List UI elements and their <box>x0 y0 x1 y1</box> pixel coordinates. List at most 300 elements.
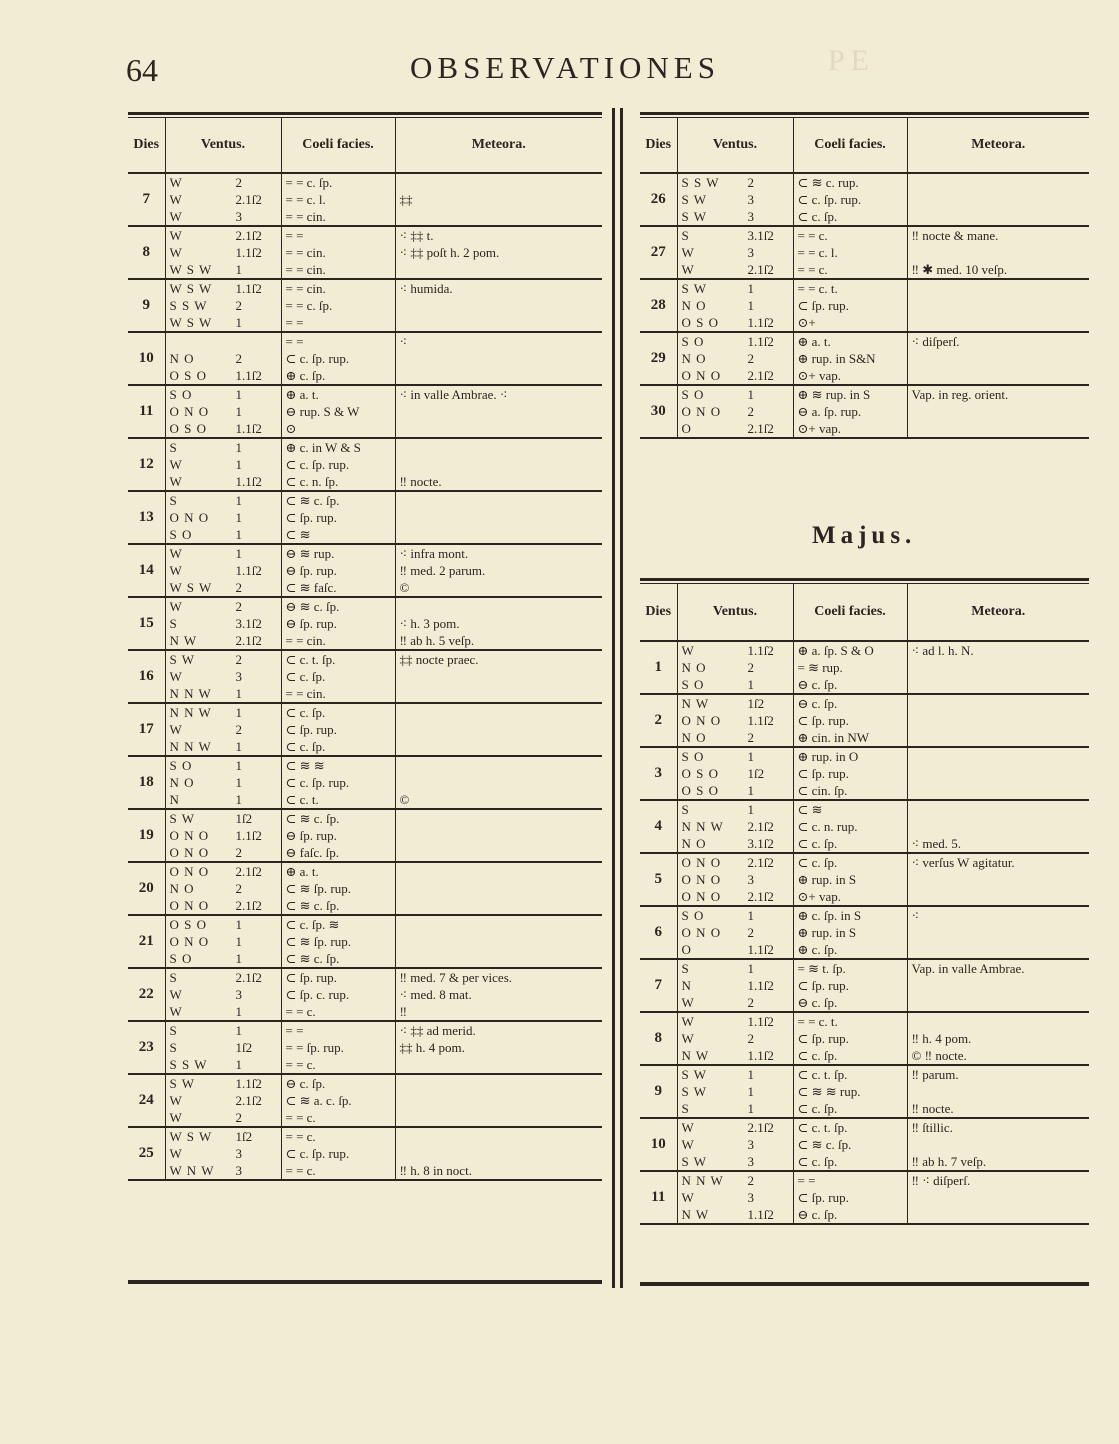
meteor-line <box>908 1013 1090 1030</box>
wind-force: 1 <box>235 315 242 330</box>
wind-direction: W <box>681 1137 695 1152</box>
meteor-cell <box>907 279 1089 332</box>
may-section <box>640 578 1089 1225</box>
wind-force: 1.1ſ2 <box>235 474 262 489</box>
meteor-line <box>396 880 603 897</box>
meteor-line: ⁖ humida. <box>399 281 453 296</box>
meteor-cell <box>907 332 1089 385</box>
day-number: 24 <box>128 1074 165 1127</box>
meteor-line <box>396 420 603 437</box>
sky-cell <box>281 226 395 279</box>
day-number: 23 <box>128 1021 165 1074</box>
sky-line: ⊂ c. ſp. rup. <box>285 1146 350 1161</box>
sky-line: ⊖ ≋ rup. <box>285 546 335 561</box>
sky-line: = = <box>285 228 304 243</box>
meteor-line <box>908 994 1090 1011</box>
wind-force: 1 <box>747 281 754 296</box>
wind-force: 2 <box>235 881 242 896</box>
wind-line <box>166 208 281 225</box>
wind-cell <box>677 1065 793 1118</box>
sky-cell <box>793 853 907 906</box>
wind-force: 3 <box>235 669 242 684</box>
wind-line <box>678 174 793 191</box>
day-number: 13 <box>128 491 165 544</box>
wind-line <box>678 765 793 782</box>
wind-direction: W S W <box>169 1129 213 1144</box>
meteor-line: ⁖ <box>911 908 920 923</box>
meteor-cell <box>395 1127 602 1180</box>
table-row <box>640 853 1089 906</box>
sky-line: ⊂ ſp. rup. <box>797 1190 849 1205</box>
wind-cell <box>677 747 793 800</box>
table-row <box>128 915 602 968</box>
wind-cell <box>165 968 281 1021</box>
wind-cell <box>165 915 281 968</box>
meteor-line <box>908 297 1090 314</box>
wind-force: 1 <box>235 792 242 807</box>
meteor-line: ‼ parum. <box>911 1067 959 1082</box>
wind-direction: S O <box>169 527 193 542</box>
meteor-line <box>396 916 603 933</box>
wind-line <box>678 960 793 977</box>
meteor-cell <box>395 650 602 703</box>
table-row <box>128 703 602 756</box>
day-number: 27 <box>640 226 677 279</box>
wind-force: 2 <box>747 404 754 419</box>
wind-cell <box>677 906 793 959</box>
top-rule <box>128 112 602 115</box>
wind-force: 2 <box>747 351 754 366</box>
wind-direction: W <box>681 995 695 1010</box>
bottom-rule <box>128 1280 602 1284</box>
meteor-line: ⁖ h. 3 pom. <box>399 616 460 631</box>
sky-line: ⊂ c. ſp. <box>285 739 326 754</box>
sky-cell <box>793 1118 907 1171</box>
wind-direction: S O <box>169 951 193 966</box>
meteor-line <box>908 765 1090 782</box>
wind-force: 1.1ſ2 <box>235 281 262 296</box>
wind-direction: O N O <box>169 404 210 419</box>
sky-line: ⊂ c. ſp. ≋ <box>285 917 340 932</box>
sky-cell <box>281 1074 395 1127</box>
wind-line <box>678 659 793 676</box>
sky-cell <box>281 544 395 597</box>
sky-line: ⊂ c. ſp. rup. <box>797 192 862 207</box>
meteor-line: ⁖ ‡‡ t. <box>399 228 434 243</box>
sky-cell <box>281 597 395 650</box>
wind-line <box>678 1153 793 1170</box>
meteor-line <box>908 659 1090 676</box>
wind-direction: W S W <box>169 262 213 277</box>
table-row <box>128 1021 602 1074</box>
wind-line <box>678 695 793 712</box>
wind-direction: N N W <box>681 819 724 834</box>
wind-force: 1 <box>235 1023 242 1038</box>
meteor-line: ‼ ✱ med. 10 veſp. <box>911 262 1008 277</box>
wind-direction: O N O <box>681 368 722 383</box>
meteor-cell <box>395 173 602 226</box>
meteor-line <box>396 456 603 473</box>
wind-direction: W <box>169 669 183 684</box>
wind-line <box>678 801 793 818</box>
wind-line <box>678 854 793 871</box>
meteor-line <box>396 863 603 880</box>
wind-direction: W <box>681 262 695 277</box>
wind-cell <box>165 1021 281 1074</box>
wind-line <box>678 403 793 420</box>
sky-line: ⊕ a. ſp. S & O <box>797 643 874 658</box>
sky-cell <box>281 438 395 491</box>
sky-line: ⊕ c. ſp. <box>797 942 838 957</box>
top-rule <box>640 112 1089 115</box>
sky-line: = = c. ſp. <box>285 298 333 313</box>
meteor-line <box>908 1083 1090 1100</box>
sky-cell <box>281 809 395 862</box>
wind-force: 2 <box>747 995 754 1010</box>
wind-force: 2.1ſ2 <box>747 421 774 436</box>
sky-cell <box>793 906 907 959</box>
meteor-cell <box>395 332 602 385</box>
meteor-line <box>396 367 603 384</box>
wind-line <box>166 579 281 596</box>
sky-cell <box>281 385 395 438</box>
table-row <box>128 438 602 491</box>
meteor-cell <box>907 641 1089 694</box>
wind-line <box>166 897 281 914</box>
wind-force: 1.1ſ2 <box>747 334 774 349</box>
meteor-cell <box>395 1074 602 1127</box>
day-number: 8 <box>128 226 165 279</box>
sky-cell <box>793 173 907 226</box>
wind-force: 2.1ſ2 <box>747 368 774 383</box>
meteor-cell <box>907 1171 1089 1224</box>
wind-line <box>166 1162 281 1179</box>
wind-direction: S S W <box>169 298 208 313</box>
wind-line <box>166 615 281 632</box>
wind-line <box>678 1013 793 1030</box>
meteor-cell <box>395 756 602 809</box>
wind-line <box>166 863 281 880</box>
wind-direction: S <box>681 228 690 243</box>
meteor-line: Vap. in valle Ambrae. <box>911 961 1025 976</box>
sky-line: ⊖ c. ſp. <box>797 995 838 1010</box>
meteor-line <box>396 950 603 967</box>
sky-cell <box>281 491 395 544</box>
wind-direction: N O <box>681 730 707 745</box>
wind-cell <box>165 226 281 279</box>
wind-line <box>678 642 793 659</box>
wind-force: 1ſ2 <box>747 766 765 781</box>
wind-line <box>166 704 281 721</box>
sky-line: = ≋ t. ſp. <box>797 961 846 976</box>
meteor-cell <box>395 279 602 332</box>
wind-cell <box>677 800 793 853</box>
wind-line <box>678 208 793 225</box>
wind-cell <box>165 1127 281 1180</box>
meteor-line <box>396 1128 603 1145</box>
meteor-line <box>396 208 603 225</box>
wind-line <box>678 1030 793 1047</box>
wind-force: 1 <box>747 298 754 313</box>
wind-force: 2 <box>235 1110 242 1125</box>
wind-line <box>166 774 281 791</box>
wind-force: 1.1ſ2 <box>747 942 774 957</box>
meteor-line: ⁖ diſperſ. <box>911 334 960 349</box>
wind-force: 1.1ſ2 <box>747 713 774 728</box>
meteor-line: ‼ ⁖ diſperſ. <box>911 1173 971 1188</box>
day-number: 28 <box>640 279 677 332</box>
wind-direction: N N W <box>681 1173 724 1188</box>
sky-line: = = c. l. <box>285 192 326 207</box>
wind-direction: S O <box>681 749 705 764</box>
table-row <box>128 544 602 597</box>
sky-line: = = c. l. <box>797 245 838 260</box>
sky-line: ⊂ ≋ c. ſp. <box>285 951 340 966</box>
wind-cell <box>165 279 281 332</box>
wind-cell <box>165 650 281 703</box>
meteor-line: ‡‡ h. 4 pom. <box>399 1040 465 1055</box>
sky-line: ⊖ c. ſp. <box>797 1207 838 1222</box>
wind-direction: S <box>681 1101 690 1116</box>
sky-line: ⊂ c. ſp. <box>797 1154 838 1169</box>
sky-line: ⊂ ≋ <box>797 802 823 817</box>
sky-line: = = cin. <box>285 686 326 701</box>
sky-line: ⊖ ſp. rup. <box>285 828 337 843</box>
wind-force: 1.1ſ2 <box>235 245 262 260</box>
wind-force: 2.1ſ2 <box>235 898 262 913</box>
sky-line: ⊕ rup. in S&N <box>797 351 876 366</box>
wind-line <box>166 969 281 986</box>
wind-force: 1 <box>235 951 242 966</box>
wind-line <box>166 668 281 685</box>
wind-force: 1 <box>235 527 242 542</box>
sky-line: = = c. t. <box>797 1014 838 1029</box>
wind-force: 1 <box>235 457 242 472</box>
wind-direction: S <box>169 440 178 455</box>
meteor-line <box>396 1092 603 1109</box>
wind-force: 2 <box>747 925 754 940</box>
day-number: 30 <box>640 385 677 438</box>
wind-line <box>166 1075 281 1092</box>
day-number: 2 <box>640 694 677 747</box>
day-number: 18 <box>128 756 165 809</box>
sky-line: ⊂ ≋ ≋ <box>285 758 325 773</box>
wind-line <box>678 1206 793 1223</box>
show-through-text: PE <box>828 44 876 77</box>
wind-force: 1ſ2 <box>235 1129 253 1144</box>
wind-force: 2.1ſ2 <box>747 889 774 904</box>
meteor-line <box>908 676 1090 693</box>
sky-line: = = c. <box>285 1110 316 1125</box>
wind-force: 1 <box>235 440 242 455</box>
wind-direction: N <box>169 792 180 807</box>
meteor-cell <box>907 1012 1089 1065</box>
wind-force: 1.1ſ2 <box>235 828 262 843</box>
running-title: OBSERVATIONES <box>410 50 720 85</box>
header-meteor: Meteora. <box>907 584 1089 641</box>
sky-line: ⊂ c. ſp. <box>797 209 838 224</box>
sky-line: = = c. <box>285 1129 316 1144</box>
table-row <box>640 385 1089 438</box>
wind-line <box>678 420 793 437</box>
wind-line <box>166 403 281 420</box>
day-number: 21 <box>128 915 165 968</box>
meteor-line: ⁖ in valle Ambrae. ⁖ <box>399 387 508 402</box>
sky-cell <box>793 332 907 385</box>
meteor-line: ‼ nocte & mane. <box>911 228 999 243</box>
wind-direction: O N O <box>169 898 210 913</box>
header-row <box>128 118 602 173</box>
wind-force: 1 <box>747 961 754 976</box>
sky-line: ⊂ ſp. rup. <box>285 510 337 525</box>
wind-force: 3.1ſ2 <box>235 616 262 631</box>
sky-line: ⊕ cin. in NW <box>797 730 870 745</box>
meteor-line <box>908 871 1090 888</box>
wind-direction: S W <box>681 1067 708 1082</box>
sky-cell <box>793 1065 907 1118</box>
meteor-line <box>396 492 603 509</box>
wind-direction: S W <box>681 209 708 224</box>
wind-cell <box>677 279 793 332</box>
wind-force: 1 <box>747 783 754 798</box>
sky-line: ⊖ rup. S & W <box>285 404 360 419</box>
sky-line: ⊖ ſp. rup. <box>285 616 337 631</box>
meteor-line <box>396 827 603 844</box>
sky-line: ⊕ a. t. <box>797 334 831 349</box>
wind-force: 2.1ſ2 <box>747 262 774 277</box>
sky-line: ⊕ rup. in S <box>797 872 857 887</box>
wind-line <box>678 261 793 278</box>
sky-line: ⊙+ vap. <box>797 421 841 436</box>
meteor-line: ⁖ ‡‡ poſt h. 2 pom. <box>399 245 500 260</box>
wind-cell <box>677 1012 793 1065</box>
wind-line <box>166 174 281 191</box>
wind-force: 1 <box>235 934 242 949</box>
wind-line <box>166 367 281 384</box>
sky-line: ⊂ ſp. rup. <box>797 766 849 781</box>
wind-line <box>166 1109 281 1126</box>
wind-direction: O N O <box>169 510 210 525</box>
day-number: 20 <box>128 862 165 915</box>
wind-direction: O N O <box>681 855 722 870</box>
wind-line <box>678 333 793 350</box>
wind-force: 1.1ſ2 <box>747 1207 774 1222</box>
meteor-cell <box>907 1118 1089 1171</box>
wind-direction: S O <box>681 908 705 923</box>
wind-direction: O N O <box>169 864 210 879</box>
wind-force: 3 <box>747 1190 754 1205</box>
wind-direction: W <box>681 1031 695 1046</box>
sky-line: = = c. <box>285 1004 316 1019</box>
meteor-line <box>396 174 603 191</box>
wind-force: 2.1ſ2 <box>235 633 262 648</box>
wind-direction: S S W <box>681 175 720 190</box>
table-row <box>128 279 602 332</box>
wind-line <box>166 1145 281 1162</box>
wind-force: 2 <box>235 599 242 614</box>
sky-cell <box>281 756 395 809</box>
sky-line: ⊂ c. t. ſp. <box>797 1067 848 1082</box>
wind-force: 2 <box>747 175 754 190</box>
meteor-line: ‡‡ nocte praec. <box>399 652 479 667</box>
sky-line: ⊂ cin. ſp. <box>797 783 848 798</box>
table-row <box>640 1118 1089 1171</box>
meteor-line: ‼ nocte. <box>911 1101 954 1116</box>
wind-force: 1 <box>747 908 754 923</box>
meteor-line <box>396 774 603 791</box>
wind-line <box>166 562 281 579</box>
wind-direction: N O <box>681 660 707 675</box>
wind-direction: S W <box>681 1154 708 1169</box>
wind-direction: W S W <box>169 580 213 595</box>
wind-direction: O N O <box>681 872 722 887</box>
meteor-line: © <box>399 580 410 595</box>
wind-force: 1 <box>235 510 242 525</box>
wind-line <box>678 977 793 994</box>
wind-direction: S <box>681 961 690 976</box>
meteor-line: ‼ nocte. <box>399 474 442 489</box>
wind-force: 3.1ſ2 <box>747 228 774 243</box>
sky-line: = = cin. <box>285 262 326 277</box>
meteor-line <box>908 244 1090 261</box>
meteor-line <box>908 924 1090 941</box>
wind-force: 2 <box>235 580 242 595</box>
meteor-line: ⁖ ‡‡ ad merid. <box>399 1023 476 1038</box>
wind-direction: W <box>169 1146 183 1161</box>
meteor-line <box>396 1056 603 1073</box>
wind-force: 2.1ſ2 <box>747 1120 774 1135</box>
column-divider <box>612 108 615 1288</box>
wind-cell <box>677 226 793 279</box>
meteor-line <box>396 738 603 755</box>
sky-line: ⊕ rup. in S <box>797 925 857 940</box>
sky-line: ⊖ faſc. ſp. <box>285 845 339 860</box>
sky-line: ⊂ ≋ ≋ rup. <box>797 1084 861 1099</box>
table-row <box>640 800 1089 853</box>
left-column <box>128 112 602 1181</box>
meteor-line <box>908 1189 1090 1206</box>
table-row <box>640 226 1089 279</box>
wind-direction: O S O <box>681 315 720 330</box>
meteor-cell <box>395 491 602 544</box>
sky-line: ⊂ ≋ <box>285 527 311 542</box>
wind-force: 2.1ſ2 <box>235 192 262 207</box>
sky-line: ⊂ ≋ c. ſp. <box>797 1137 852 1152</box>
meteor-cell <box>907 906 1089 959</box>
wind-line <box>166 261 281 278</box>
sky-line: ⊂ c. ſp. <box>797 855 838 870</box>
wind-cell <box>165 544 281 597</box>
wind-direction: S <box>169 493 178 508</box>
header-row <box>640 584 1089 641</box>
meteor-line <box>908 191 1090 208</box>
wind-direction: W <box>169 722 183 737</box>
header-sky: Coeli facies. <box>793 584 907 641</box>
meteor-line <box>396 350 603 367</box>
sky-line: ⊂ ſp. rup. <box>797 1031 849 1046</box>
meteor-line <box>908 977 1090 994</box>
wind-line <box>678 314 793 331</box>
table-row <box>128 809 602 862</box>
meteor-line <box>908 174 1090 191</box>
sky-line: ⊙+ vap. <box>797 889 841 904</box>
wind-direction: O <box>681 942 692 957</box>
wind-direction: W <box>169 563 183 578</box>
table-row <box>640 279 1089 332</box>
sky-line: = = <box>797 1173 816 1188</box>
wind-line <box>678 1047 793 1064</box>
day-number: 4 <box>640 800 677 853</box>
